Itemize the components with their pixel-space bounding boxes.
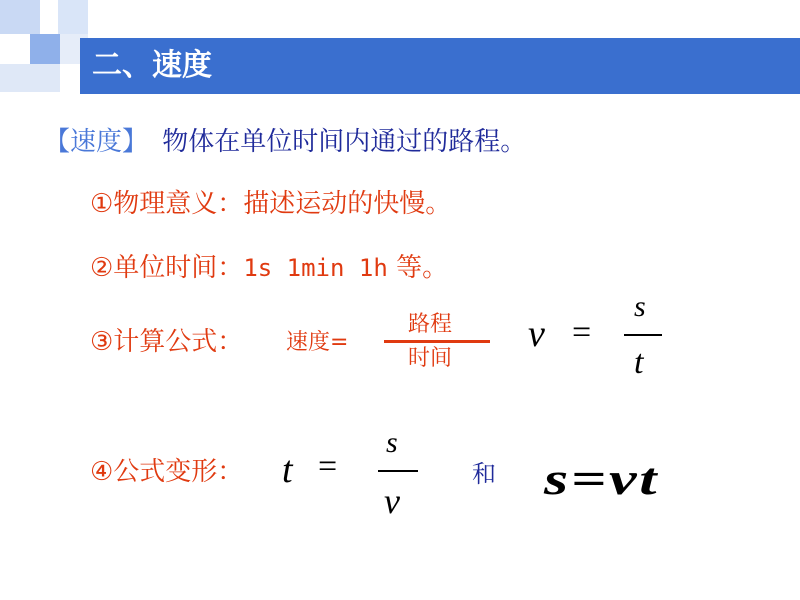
decor-square	[58, 0, 88, 34]
item-units-suffix: 等。	[387, 253, 449, 283]
definition-text: 物体在单位时间内通过的路程。	[162, 127, 527, 157]
item-units-values: 1s 1min 1h	[243, 254, 388, 282]
transform-equals: =	[318, 448, 338, 485]
decor-square	[30, 34, 60, 64]
transform-t: t	[282, 449, 293, 491]
formula-s: s	[634, 290, 646, 323]
item-units-label: ②单位时间：	[90, 253, 244, 283]
formula-equals: =	[572, 314, 592, 351]
formula-word-numerator: 路程	[408, 312, 453, 337]
transform-v: v	[384, 481, 400, 521]
transform-alt-formula: s=vt	[544, 453, 660, 504]
definition-term: 【速度】	[44, 127, 149, 157]
transform-fraction-bar	[378, 470, 418, 472]
transform-s: s	[386, 426, 398, 459]
formula-word-lhs: 速度=	[286, 330, 349, 355]
formula-label: ③计算公式：	[90, 327, 244, 357]
formula-word-fraction-bar	[384, 340, 490, 343]
item-units	[90, 250, 448, 286]
decor-square	[0, 0, 40, 34]
transform-label: ④公式变形：	[90, 457, 244, 487]
transform-and: 和	[472, 460, 496, 488]
slide-title: 二、速度	[92, 48, 212, 83]
definition-line	[44, 124, 526, 160]
formula-word-denominator: 时间	[408, 346, 453, 371]
item-meaning: ①物理意义：描述运动的快慢。	[90, 189, 452, 219]
formula-fraction-bar	[624, 334, 662, 336]
formula-t: t	[634, 344, 644, 381]
formula-v: v	[528, 313, 545, 355]
decor-square	[0, 64, 60, 92]
